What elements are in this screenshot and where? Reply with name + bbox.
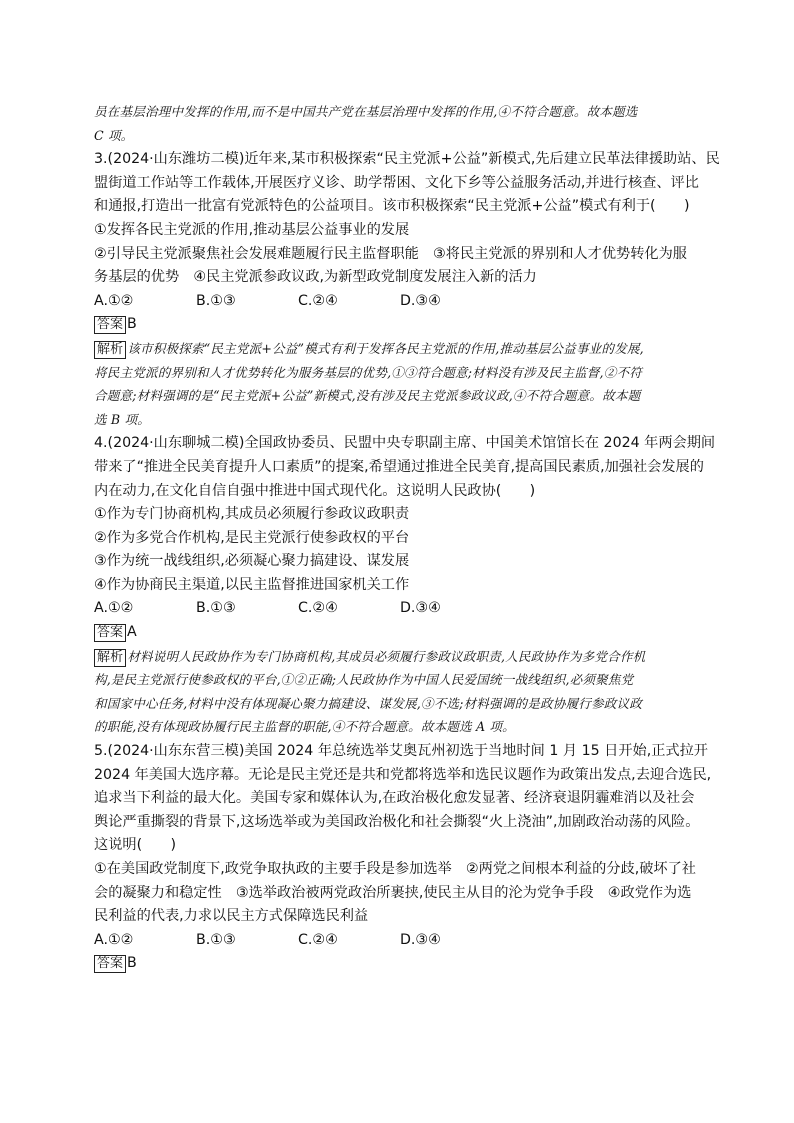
question-3 (94, 148, 720, 431)
option-b: B.①③ (196, 600, 236, 617)
option-b: B.①③ (196, 931, 236, 948)
question-stem-line: 3.(2024·山东潍坊二模)近年来,某市积极探索“民主党派+公益”新模式,先后建立民革法律援助站、民 (94, 151, 720, 168)
explanation-line (94, 337, 700, 361)
answer-tag: 答案 (94, 624, 126, 642)
explanation-line: 的职能,没有体现政协履行民主监督的职能,④不符合题意。故本题选 A 项。 (94, 719, 515, 735)
text-line: 员在基层治理中发挥的作用,而不是中国共产党在基层治理中发挥的作用,④不符合题意。故本题选 (94, 104, 638, 119)
question-stem-line: 内在动力,在文化自信自强中推进中国式现代化。这说明人民政协( ) (94, 482, 536, 499)
question-stem-line: 5.(2024·山东东营三模)美国 2024 年总统选举艾奥瓦州初选于当地时间 1 月 15 日开始,正式拉开 (94, 743, 708, 760)
statement-line: 务基层的优势 ④民主党派参政议政,为新型政党制度发展注入新的活力 (94, 269, 537, 286)
page-content (94, 100, 720, 977)
explanation (94, 337, 700, 431)
explanation-line: 构,是民主党派行使参政权的平台,①②正确;人民政协作为中国人民爱国统一战线组织,必须聚焦党 (94, 672, 634, 688)
text-line: C 项。 (94, 127, 134, 143)
explanation-line (94, 645, 700, 669)
options-row (94, 597, 700, 621)
answer-value: B (127, 955, 137, 972)
explanation-tag: 解析 (94, 341, 126, 359)
question-stem-line: 带来了“推进全民美育提升人口素质”的提案,希望通过推进全民美育,提高国民素质,加强社会发展的 (94, 458, 704, 475)
explanation-text: 材料说明人民政协作为专门协商机构,其成员必须履行参政议政职责,人民政协作为多党合作机 (127, 648, 646, 664)
statement-line: ②作为多党合作机构,是民主党派行使参政权的平台 (94, 529, 410, 546)
question-stem-line: 追求当下利益的最大化。美国专家和媒体认为,在政治极化愈发显著、经济衰退阴霾难消以及社会 (94, 790, 695, 807)
answer-line (94, 952, 700, 976)
statement-line: ③作为统一战线组织,必须凝心聚力搞建设、谋发展 (94, 553, 410, 570)
statement-line: 会的凝聚力和稳定性 ③选举政治被两党政治所裹挟,使民主从目的沦为党争手段 ④政党作为选 (94, 884, 692, 901)
explanation-line: 选 B 项。 (94, 411, 150, 427)
question-5 (94, 740, 712, 976)
option-c: C.②④ (298, 292, 338, 309)
answer-line (94, 621, 700, 645)
answer-value: A (127, 624, 137, 641)
previous-explanation-continuation (94, 100, 700, 147)
options-row (94, 290, 700, 314)
option-c: C.②④ (298, 931, 338, 948)
question-stem-line: 4.(2024·山东聊城二模)全国政协委员、民盟中央专职副主席、中国美术馆馆长在 2024 年两会期间 (94, 435, 716, 452)
statement-line: ①发挥各民主党派的作用,推动基层公益事业的发展 (94, 221, 410, 238)
answer-line (94, 313, 700, 337)
answer-tag: 答案 (94, 955, 126, 973)
question-4 (94, 432, 716, 739)
question-stem-line: 2024 年美国大选序幕。无论是民主党还是共和党都将选举和选民议题作为政策出发点,去迎合选民, (94, 766, 712, 783)
option-a: A.①② (94, 600, 134, 617)
option-d: D.③④ (400, 600, 441, 617)
statement-line: ①在美国政党制度下,政党争取执政的主要手段是参加选举 ②两党之间根本利益的分歧,破坏了社 (94, 861, 696, 877)
option-d: D.③④ (400, 931, 441, 948)
question-stem-line: 这说明( ) (94, 837, 177, 854)
statement-line: 民利益的代表,力求以民主方式保障选民利益 (94, 908, 369, 925)
explanation-text: 该市积极探索“民主党派+公益”模式有利于发挥各民主党派的作用,推动基层公益事业的发展, (127, 340, 644, 356)
explanation-line: 合题意;材料强调的是“民主党派+公益”新模式,没有涉及民主党派参政议政,④不符合题意。故本题 (94, 388, 641, 404)
question-stem-line: 舆论严重撕裂的背景下,这场选举或为美国政治极化和社会撕裂“火上浇油”,加剧政治动荡的风险。 (94, 813, 700, 830)
answer-value: B (127, 316, 137, 333)
option-d: D.③④ (400, 292, 441, 309)
answer-tag: 答案 (94, 316, 126, 334)
explanation-tag: 解析 (94, 649, 126, 667)
statement-line: ④作为协商民主渠道,以民主监督推进国家机关工作 (94, 576, 410, 593)
option-a: A.①② (94, 292, 134, 309)
statement-line: ②引导民主党派聚焦社会发展难题履行民主监督职能 ③将民主党派的界别和人才优势转化为服 (94, 245, 687, 262)
question-stem-line: 盟街道工作站等工作载体,开展医疗义诊、助学帮困、文化下乡等公益服务活动,并进行核查、评比 (94, 174, 699, 191)
question-stem-line: 和通报,打造出一批富有党派特色的公益项目。该市积极探索“民主党派+公益”模式有利于( ) (94, 198, 690, 215)
option-a: A.①② (94, 931, 134, 948)
options-row (94, 929, 700, 953)
statement-line: ①作为专门协商机构,其成员必须履行参政议政职责 (94, 506, 410, 523)
option-b: B.①③ (196, 292, 236, 309)
explanation (94, 645, 700, 739)
explanation-line: 和国家中心任务,材料中没有体现凝心聚力搞建设、谋发展,③不选;材料强调的是政协履行参政议政 (94, 695, 642, 711)
explanation-line: 将民主党派的界别和人才优势转化为服务基层的优势,①③符合题意;材料没有涉及民主监督,②不符 (94, 364, 642, 380)
option-c: C.②④ (298, 600, 338, 617)
